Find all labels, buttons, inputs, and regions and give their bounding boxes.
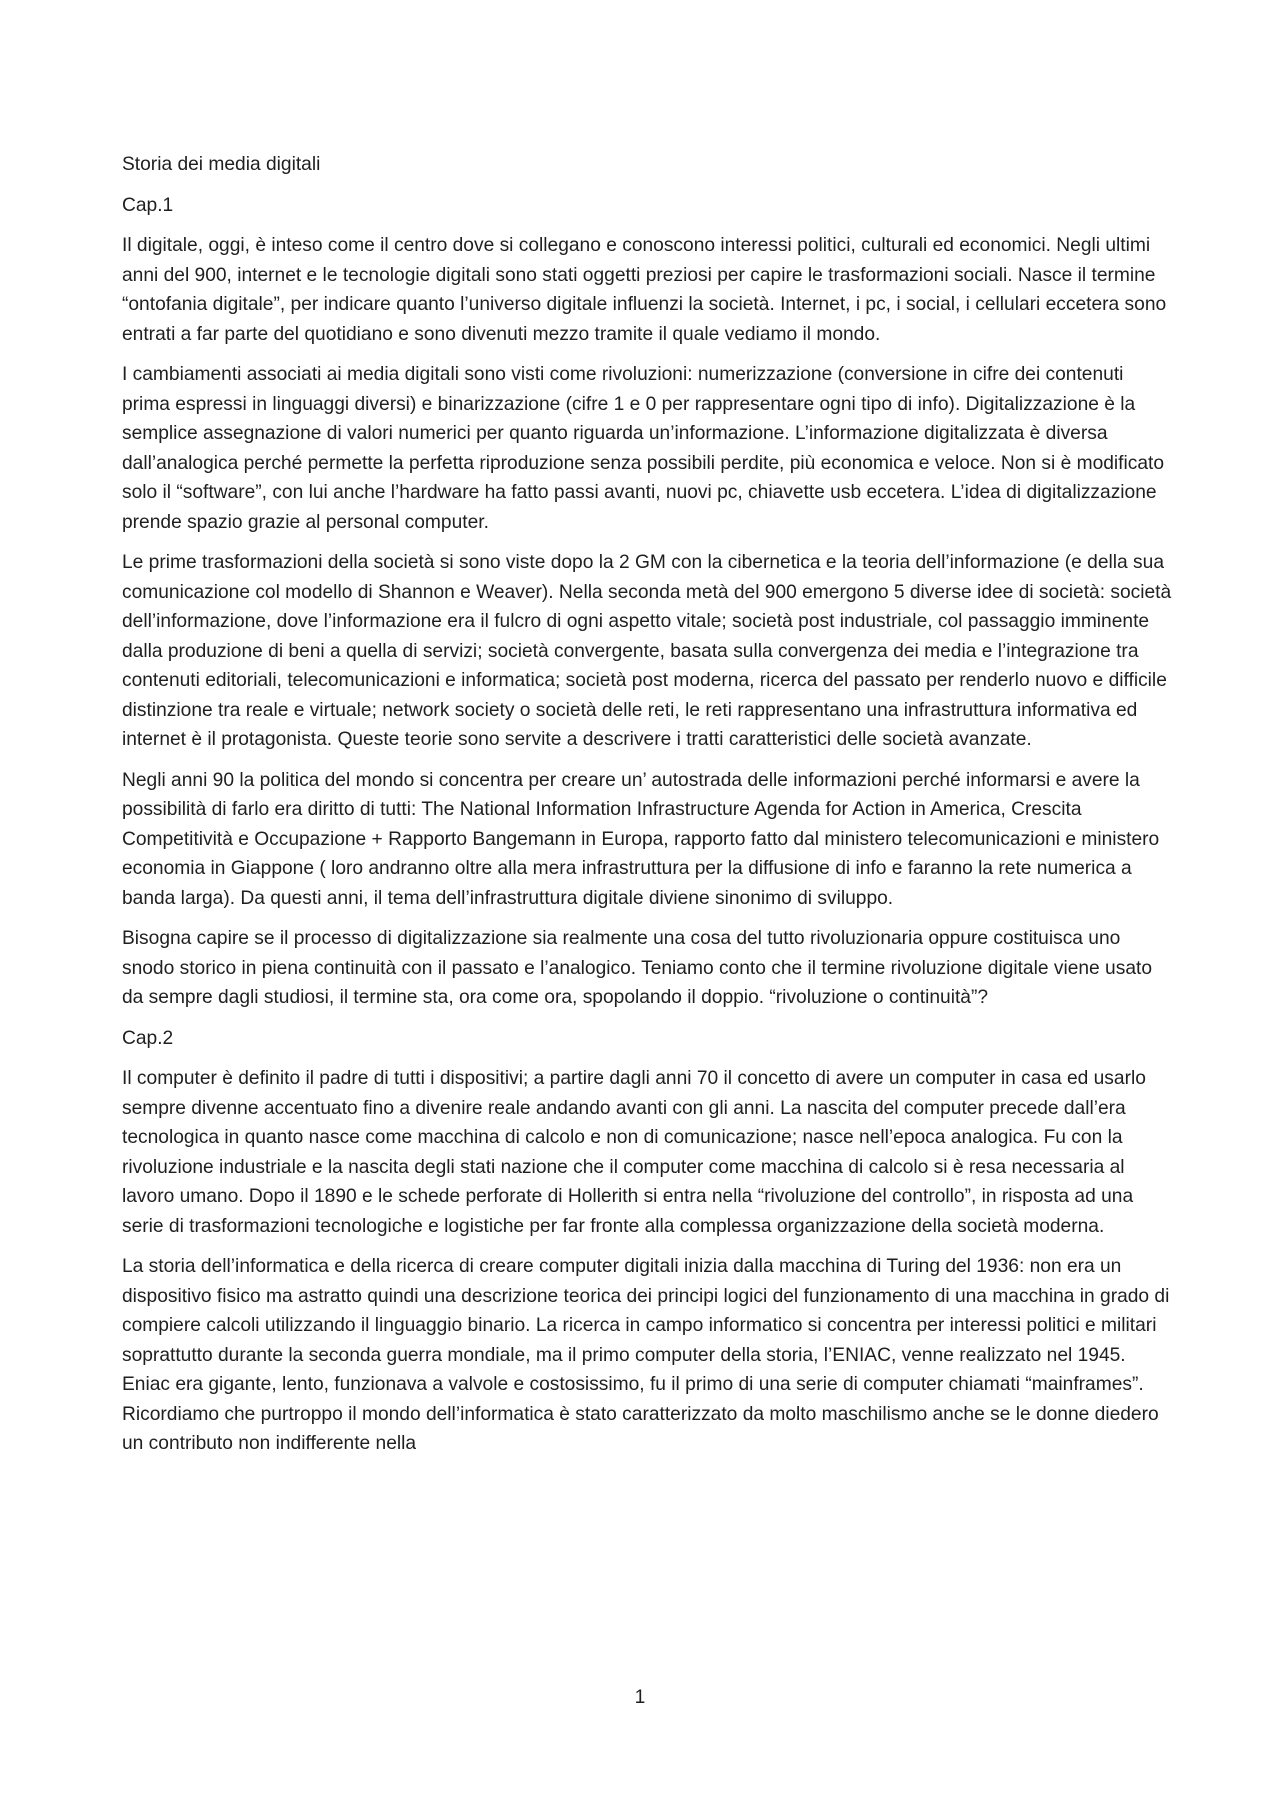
paragraph: I cambiamenti associati ai media digitali sono visti come rivoluzioni: numerizzazione (conversione in cifre dei contenuti prima espressi in linguaggi diversi) e binarizzazione (cifre 1 e 0 per rappresentare ogni tipo di info). Digitalizzazione è la semplice assegnazione di valori numerici per quanto riguarda un’informazione. L’informazione digitalizzata è diversa dall’analogica perché permette la perfetta riproduzione senza possibili perdite, più economica e veloce. Non si è modificato solo il “software”, con lui anche l’hardware ha fatto passi avanti, nuovi pc, chiavette usb eccetera. L’idea di digitalizzazione prende spazio grazie al personal computer.: [122, 364, 1165, 533]
paragraph: Il computer è definito il padre di tutti i dispositivi; a partire dagli anni 70 il concetto di avere un computer in casa ed usarlo sempre divenne accentuato fino a divenire reale andando avanti con gli anni. La nascita del computer precede dall’era tecnologica in quanto nasce come macchina di calcolo e non di comunicazione; nasce nell’epoca analogica. Fu con la rivoluzione industriale e la nascita degli stati nazione che il computer come macchina di calcolo si è resa necessaria al lavoro umano. Dopo il 1890 e le schede perforate di Hollerith si entra nella “rivoluzione del controllo”, in risposta ad una serie di trasformazioni tecnologiche e logistiche per far fronte alla complessa organizzazione della società moderna.: [122, 1068, 1146, 1237]
paragraph: La storia dell’informatica e della ricerca di creare computer digitali inizia dalla macchina di Turing del 1936: non era un dispositivo fisico ma astratto quindi una descrizione teorica dei principi logici del funzionamento di una macchina in grado di compiere calcoli utilizzando il linguaggio binario. La ricerca in campo informatico si concentra per interessi politici e militari soprattutto durante la seconda guerra mondiale, ma il primo computer della storia, l’ENIAC, venne realizzato nel 1945. Eniac era gigante, lento, funzionava a valvole e costosissimo, fu il primo di una serie di computer chiamati “mainframes”. Ricordiamo che purtroppo il mondo dell’informatica è stato caratterizzato da molto maschilismo anche se le donne diedero un contributo non indifferente nella: [122, 1256, 1170, 1454]
document-title: Storia dei media digitali: [122, 154, 321, 175]
paragraph: Bisogna capire se il processo di digitalizzazione sia realmente una cosa del tutto rivoluzionaria oppure costituisca uno snodo storico in piena continuità con il passato e l’analogico. Teniamo conto che il termine rivoluzione digitale viene usato da sempre dagli studiosi, il termine sta, ora come ora, spopolando il doppio. “rivoluzione o continuità”?: [122, 928, 1152, 1008]
paragraph: Le prime trasformazioni della società si sono viste dopo la 2 GM con la cibernetica e la teoria dell’informazione (e della sua comunicazione col modello di Shannon e Weaver). Nella seconda metà del 900 emergono 5 diverse idee di società: società dell’informazione, dove l’informazione era il fulcro di ogni aspetto vitale; società post industriale, col passaggio imminente dalla produzione di beni a quella di servizi; società convergente, basata sulla convergenza dei media e l’integrazione tra contenuti editoriali, telecomunicazioni e informatica; società post moderna, ricerca del passato per renderlo nuovo e difficile distinzione tra reale e virtuale; network society o società delle reti, le reti rappresentano una infrastruttura informativa ed internet è il protagonista. Queste teorie sono servite a descrivere i tratti caratteristici delle società avanzate.: [122, 552, 1172, 750]
document-body: [122, 150, 1172, 1470]
paragraph: Il digitale, oggi, è inteso come il centro dove si collegano e conoscono interessi politici, culturali ed economici. Negli ultimi anni del 900, internet e le tecnologie digitali sono stati oggetti preziosi per capire le trasformazioni sociali. Nasce il termine “ontofania digitale”, per indicare quanto l’universo digitale influenzi la società. Internet, i pc, i social, i cellulari eccetera sono entrati a far parte del quotidiano e sono divenuti mezzo tramite il quale vediamo il mondo.: [122, 235, 1167, 345]
paragraph: Negli anni 90 la politica del mondo si concentra per creare un’ autostrada delle informazioni perché informarsi e avere la possibilità di farlo era diritto di tutti: The National Information Infrastructure Agenda for Action in America, Crescita Competitività e Occupazione + Rapporto Bangemann in Europa, rapporto fatto dal ministero telecomunicazioni e ministero economia in Giappone ( loro andranno oltre alla mera infrastruttura per la diffusione di info e faranno la rete numerica a banda larga). Da questi anni, il tema dell’infrastruttura digitale diviene sinonimo di sviluppo.: [122, 769, 1160, 909]
page-number: 1: [634, 1687, 646, 1708]
section-heading-cap2: Cap.2: [122, 1027, 174, 1049]
section-heading-cap1: Cap.1: [122, 194, 174, 216]
